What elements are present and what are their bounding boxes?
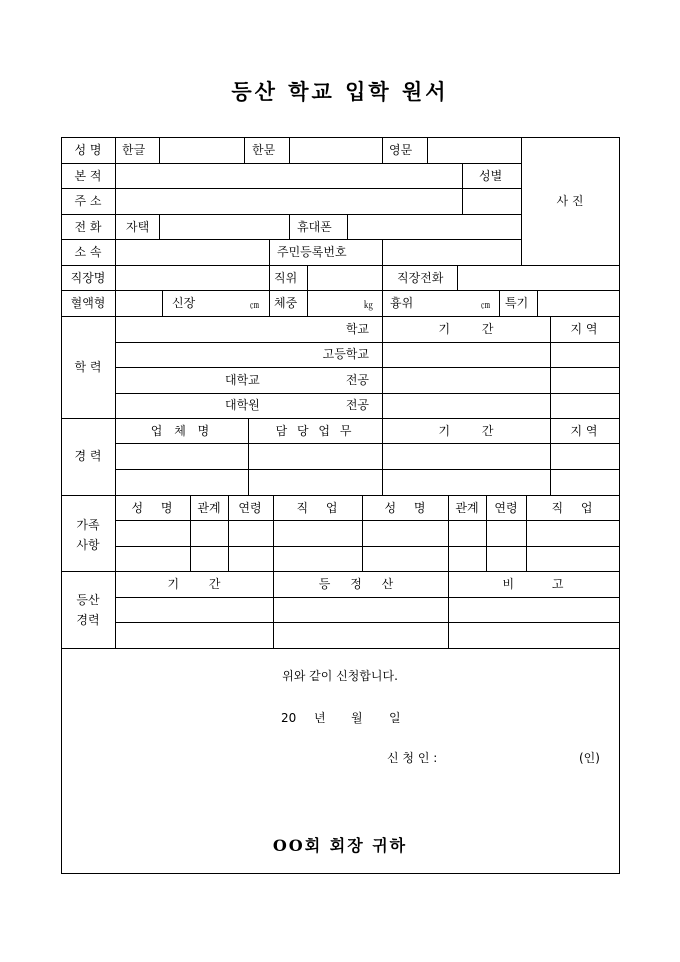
education-university: 대학교 bbox=[225, 373, 260, 387]
row-line bbox=[115, 597, 619, 598]
row-line bbox=[62, 265, 619, 266]
row-line bbox=[62, 571, 619, 572]
row-line bbox=[62, 495, 619, 496]
label-work-phone: 직장전화 bbox=[397, 271, 444, 285]
row-line bbox=[62, 418, 619, 419]
declaration-month-unit: 월 bbox=[351, 711, 363, 725]
col-line bbox=[244, 138, 245, 163]
label-blood-type: 혈액형 bbox=[70, 296, 106, 310]
col-line bbox=[347, 214, 348, 239]
col-line bbox=[190, 495, 191, 571]
col-line bbox=[382, 138, 383, 163]
col-line bbox=[289, 214, 290, 239]
climbing-note: 비 고 bbox=[502, 577, 564, 591]
label-mobile: 휴대폰 bbox=[297, 220, 332, 234]
row-line bbox=[115, 622, 619, 623]
education-highschool: 고등학교 bbox=[322, 347, 369, 361]
col-line bbox=[486, 495, 487, 571]
col-line bbox=[382, 290, 383, 316]
label-origin: 본 적 bbox=[74, 169, 102, 183]
label-workplace: 직장명 bbox=[70, 271, 106, 285]
education-region: 지 역 bbox=[570, 322, 598, 336]
col-line bbox=[307, 265, 308, 290]
family-job-1: 직 업 bbox=[296, 501, 338, 515]
row-line bbox=[62, 214, 521, 215]
row-line bbox=[115, 342, 619, 343]
col-line bbox=[448, 495, 449, 571]
col-line bbox=[159, 214, 160, 239]
label-weight: 체중 bbox=[274, 296, 298, 310]
col-line bbox=[159, 138, 160, 163]
photo-label: 사 진 bbox=[556, 194, 584, 208]
career-label: 경 력 bbox=[74, 449, 102, 463]
col-line bbox=[248, 418, 249, 495]
col-line bbox=[289, 138, 290, 163]
row-line bbox=[115, 393, 619, 394]
row-line bbox=[62, 290, 619, 291]
family-name-1: 성 명 bbox=[131, 501, 173, 515]
closing-addressee: OO회 회장 귀하 bbox=[272, 836, 408, 855]
row-line bbox=[115, 367, 619, 368]
col-line bbox=[448, 571, 449, 648]
row-line bbox=[115, 469, 619, 470]
col-line bbox=[427, 138, 428, 163]
label-name: 성 명 bbox=[74, 143, 102, 157]
col-line bbox=[273, 495, 274, 571]
family-age-1: 연령 bbox=[238, 501, 262, 515]
education-major-grad: 전공 bbox=[345, 398, 369, 412]
col-line bbox=[162, 290, 163, 316]
education-label: 학 력 bbox=[74, 360, 102, 374]
application-form bbox=[61, 137, 620, 874]
family-job-2: 직 업 bbox=[551, 501, 593, 515]
col-line bbox=[462, 163, 463, 214]
row-line bbox=[115, 443, 619, 444]
form-title: 등산 학교 입학 원서 bbox=[231, 79, 449, 104]
col-line bbox=[521, 138, 522, 265]
col-line bbox=[228, 495, 229, 571]
label-gender: 성별 bbox=[479, 169, 503, 183]
col-line bbox=[115, 138, 116, 648]
unit-cm: ㎝ bbox=[250, 301, 260, 311]
col-line bbox=[382, 265, 383, 290]
label-height: 신장 bbox=[172, 296, 196, 310]
education-gradschool: 대학원 bbox=[225, 398, 260, 412]
label-position: 직위 bbox=[274, 271, 298, 285]
family-age-2: 연령 bbox=[494, 501, 518, 515]
career-company: 업 체 명 bbox=[150, 424, 214, 438]
label-phone: 전 화 bbox=[74, 220, 102, 234]
family-relation-2: 관계 bbox=[455, 501, 479, 515]
unit-kg: ㎏ bbox=[364, 301, 374, 311]
declaration-statement: 위와 같이 신청합니다. bbox=[282, 669, 398, 683]
label-home-phone: 자택 bbox=[126, 220, 150, 234]
education-major: 전공 bbox=[345, 373, 369, 387]
row-line bbox=[62, 163, 521, 164]
col-line bbox=[526, 495, 527, 571]
col-line bbox=[499, 290, 500, 316]
family-name-2: 성 명 bbox=[384, 501, 426, 515]
education-school: 학교 bbox=[345, 322, 369, 336]
row-line bbox=[62, 239, 521, 240]
climbing-label: 등산 경력 bbox=[76, 593, 100, 627]
col-line bbox=[382, 239, 383, 265]
col-line bbox=[273, 571, 274, 648]
declaration-year-unit: 년 bbox=[314, 711, 326, 725]
family-label: 가족 사항 bbox=[76, 518, 100, 552]
seal-mark: (인) bbox=[579, 751, 600, 765]
row-line bbox=[62, 188, 521, 189]
unit-chest-cm: ㎝ bbox=[481, 301, 491, 311]
col-line bbox=[362, 495, 363, 571]
row-line bbox=[62, 316, 619, 317]
climbing-period: 기 간 bbox=[167, 577, 221, 591]
family-relation-1: 관계 bbox=[197, 501, 221, 515]
label-english: 영문 bbox=[389, 143, 413, 157]
career-duties: 담 당 업 무 bbox=[275, 424, 355, 438]
row-line bbox=[62, 648, 619, 649]
col-line bbox=[269, 265, 270, 316]
col-line bbox=[307, 290, 308, 316]
climbing-peak: 등 정 산 bbox=[318, 577, 402, 591]
col-line bbox=[550, 316, 551, 495]
label-affiliation: 소 속 bbox=[74, 245, 102, 259]
label-resident-number: 주민등록번호 bbox=[277, 245, 347, 259]
declaration-day-unit: 일 bbox=[389, 711, 401, 725]
career-region: 지 역 bbox=[570, 424, 598, 438]
label-hangul: 한글 bbox=[122, 143, 146, 157]
declaration-year: 20 bbox=[281, 711, 297, 725]
col-line bbox=[269, 239, 270, 265]
col-line bbox=[457, 265, 458, 290]
col-line bbox=[537, 290, 538, 316]
col-line bbox=[382, 316, 383, 495]
label-hanmun: 한문 bbox=[252, 143, 276, 157]
label-special-skill: 특기 bbox=[505, 296, 529, 310]
career-period: 기 간 bbox=[438, 424, 494, 438]
label-chest: 흉위 bbox=[390, 296, 414, 310]
education-period: 기 간 bbox=[438, 322, 494, 336]
label-address: 주 소 bbox=[74, 194, 102, 208]
applicant-label: 신 청 인 : bbox=[387, 751, 438, 765]
